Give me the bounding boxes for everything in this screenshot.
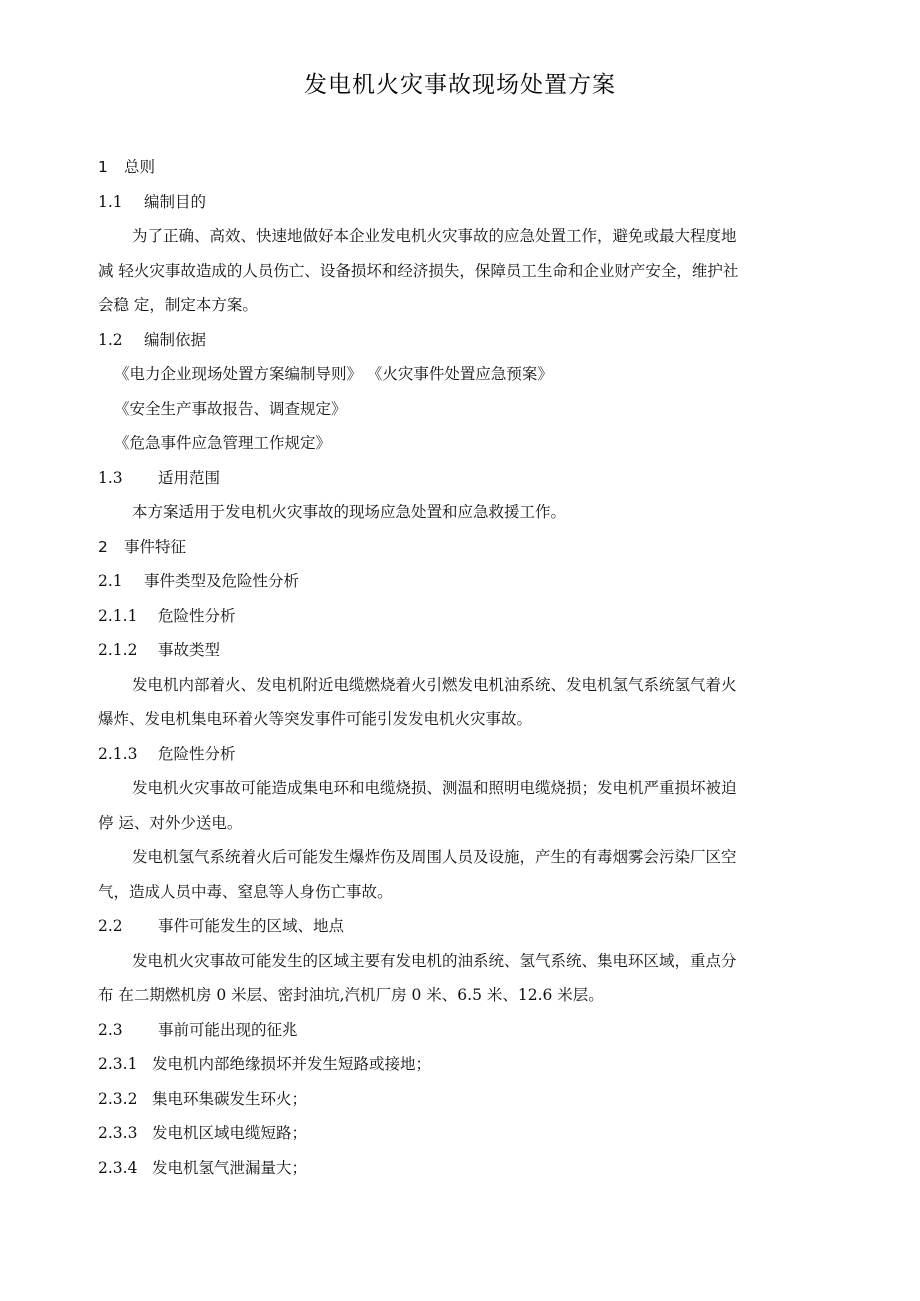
section-title: 事件特征 [124,538,187,556]
reference-line: 《安全生产事故报告、调查规定》 [114,400,347,418]
list-item-number: 2.3.1 [98,1055,138,1073]
paragraph-line: 会稳 定，制定本方案。 [98,296,258,314]
paragraph-line: 发电机火灾事故可能发生的区域主要有发电机的油系统、氢气系统、集电环区域，重点分 [132,952,737,970]
paragraph-line: 布 在二期燃机房 0 米层、密封油坑,汽机厂房 0 米、6.5 米、12.6 米层。 [98,986,604,1004]
paragraph-line: 为了正确、高效、快速地做好本企业发电机火灾事故的应急处置工作，避免或最大程度地 [132,227,737,245]
paragraph-line: 减 轻火灾事故造成的人员伤亡、设备损坏和经济损失，保障员工生命和企业财产安全，维护社 [98,262,739,280]
section-number: 1 [98,158,108,176]
subsection-title: 事件可能发生的区域、地点 [158,917,345,935]
subsection-number: 2.1 [98,572,123,590]
reference-line: 《危急事件应急管理工作规定》 [114,434,332,452]
subsubsection-number: 2.1.3 [98,745,138,763]
subsection-title: 适用范围 [158,469,221,487]
subsubsection-title: 危险性分析 [158,607,236,625]
reference-line: 《电力企业现场处置方案编制导则》 《火灾事件处置应急预案》 [114,365,553,383]
paragraph-line: 本方案适用于发电机火灾事故的现场应急处置和应急救援工作。 [132,503,567,521]
paragraph-line: 气，造成人员中毒、窒息等人身伤亡事故。 [98,883,393,901]
subsubsection-title: 事故类型 [158,641,221,659]
list-item-text: 发电机区域电缆短路； [152,1124,308,1142]
subsection-number: 2.3 [98,1021,123,1039]
subsubsection-number: 2.1.1 [98,607,138,625]
paragraph-line: 发电机内部着火、发电机附近电缆燃烧着火引燃发电机油系统、发电机氢气系统氢气着火 [132,676,737,694]
paragraph-line: 发电机火灾事故可能造成集电环和电缆烧损、测温和照明电缆烧损；发电机严重损坏被迫 [132,779,737,797]
list-item-number: 2.3.3 [98,1124,138,1142]
subsection-number: 1.1 [98,193,123,211]
subsection-number: 1.2 [98,331,123,349]
document-title: 发电机火灾事故现场处置方案 [304,72,616,98]
list-item-text: 集电环集碳发生环火； [152,1090,308,1108]
list-item-number: 2.3.2 [98,1090,138,1108]
section-number: 2 [98,538,108,556]
list-item-text: 发电机内部绝缘损坏并发生短路或接地； [152,1055,432,1073]
subsection-title: 事件类型及危险性分析 [144,572,300,590]
subsection-title: 事前可能出现的征兆 [158,1021,298,1039]
paragraph-line: 发电机氢气系统着火后可能发生爆炸伤及周围人员及设施，产生的有毒烟雾会污染厂区空 [132,848,737,866]
subsection-number: 1.3 [98,469,123,487]
list-item-number: 2.3.4 [98,1159,138,1177]
subsubsection-number: 2.1.2 [98,641,138,659]
paragraph-line: 停 运、对外少送电。 [98,814,243,832]
paragraph-line: 爆炸、发电机集电环着火等突发事件可能引发发电机火灾事故。 [98,710,533,728]
subsubsection-title: 危险性分析 [158,745,236,763]
subsection-title: 编制依据 [144,331,207,349]
subsection-title: 编制目的 [144,193,207,211]
subsection-number: 2.2 [98,917,123,935]
section-title: 总则 [124,158,156,176]
list-item-text: 发电机氢气泄漏量大； [152,1159,308,1177]
